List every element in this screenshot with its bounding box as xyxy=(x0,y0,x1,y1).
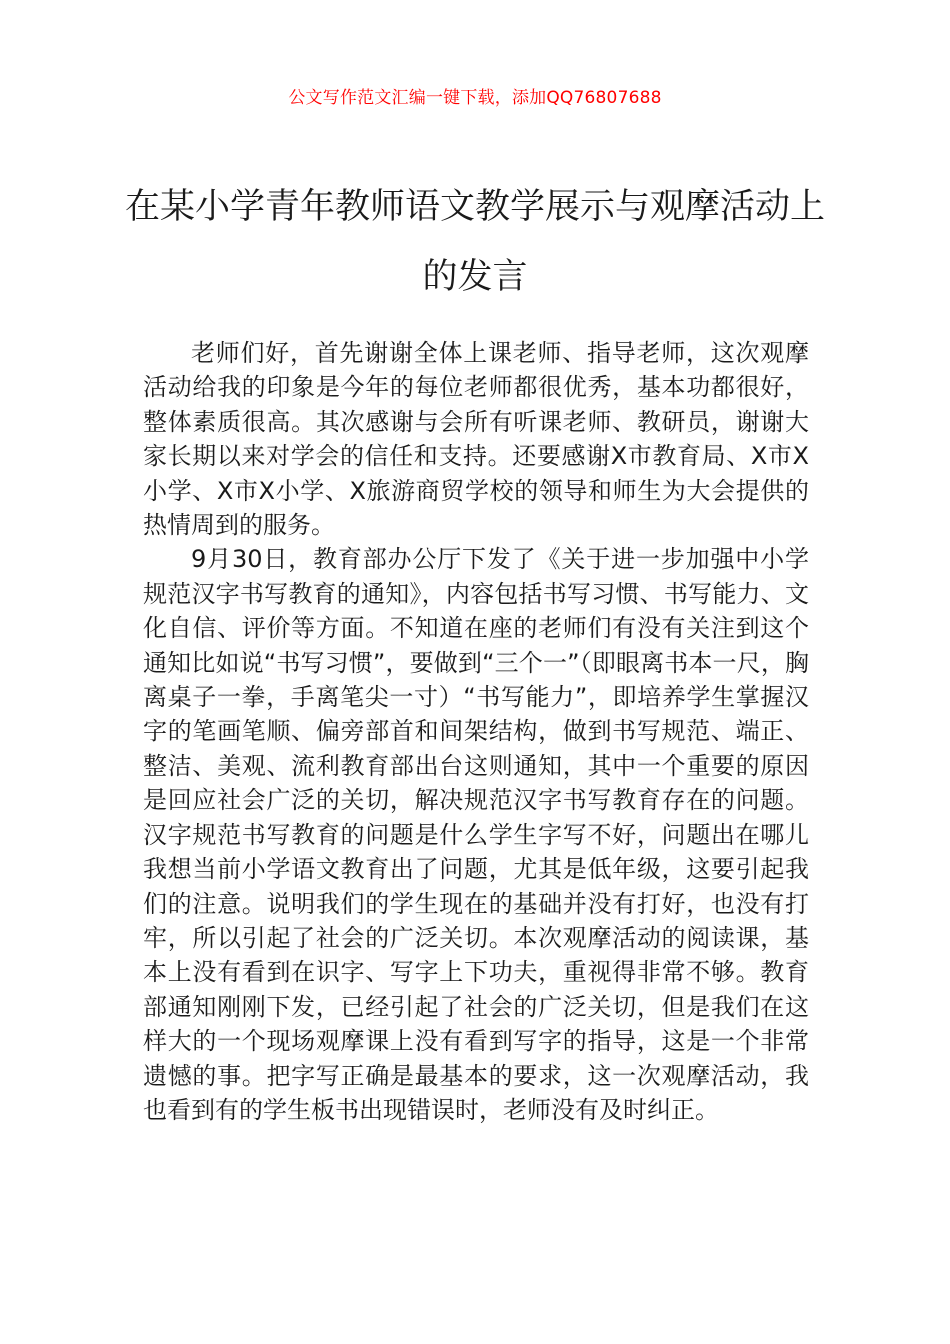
paragraph-2: 9月30日，教育部办公厅下发了《关于进一步加强中小学规范汉字书写教育的通知》，内容包括书写习惯、书写能力、文化自信、评价等方面。不知道在座的老师们有没有关注到这个通知比如说“书写习惯”，要做到“三个一”（即眼离书本一尺，胸离桌子一拳，手离笔尖一寸）“书写能力”，即培养学生掌握汉字的笔画笔顺、偏旁部首和间架结构，做到书写规范、端正、整洁、美观、流利教育部出台这则通知，其中一个重要的原因是回应社会广泛的关切，解决规范汉字书写教育存在的问题。汉字规范书写教育的问题是什么学生字写不好，问题出在哪儿我想当前小学语文教育出了问题，尤其是低年级，这要引起我们的注意。说明我们的学生现在的基础并没有打好，也没有打牢，所以引起了社会的广泛关切。本次观摩活动的阅读课，基本上没有看到在识字、写字上下功夫，重视得非常不够。教育部通知刚刚下发，已经引起了社会的广泛关切，但是我们在这样大的一个现场观摩课上没有看到写字的指导，这是一个非常遗憾的事。把字写正确是最基本的要求，这一次观摩活动，我也看到有的学生板书出现错误时，老师没有及时纠正。 xyxy=(143,545,809,1124)
paragraph-1: 老师们好，首先谢谢全体上课老师、指导老师，这次观摩活动给我的印象是今年的每位老师都很优秀，基本功都很好，整体素质很高。其次感谢与会所有听课老师、教研员，谢谢大家长期以来对学会的信任和支持。还要感谢X市教育局、X市X小学、X市X小学、X旅游商贸学校的领导和师生为大会提供的热情周到的服务。 xyxy=(143,339,809,540)
document-title: 在某小学青年教师语文教学展示与观摩活动上的发言 xyxy=(124,187,825,297)
promo-header-note: 公文写作范文汇编一键下载，添加QQ76807688 xyxy=(288,88,662,108)
document-body xyxy=(143,336,809,1127)
